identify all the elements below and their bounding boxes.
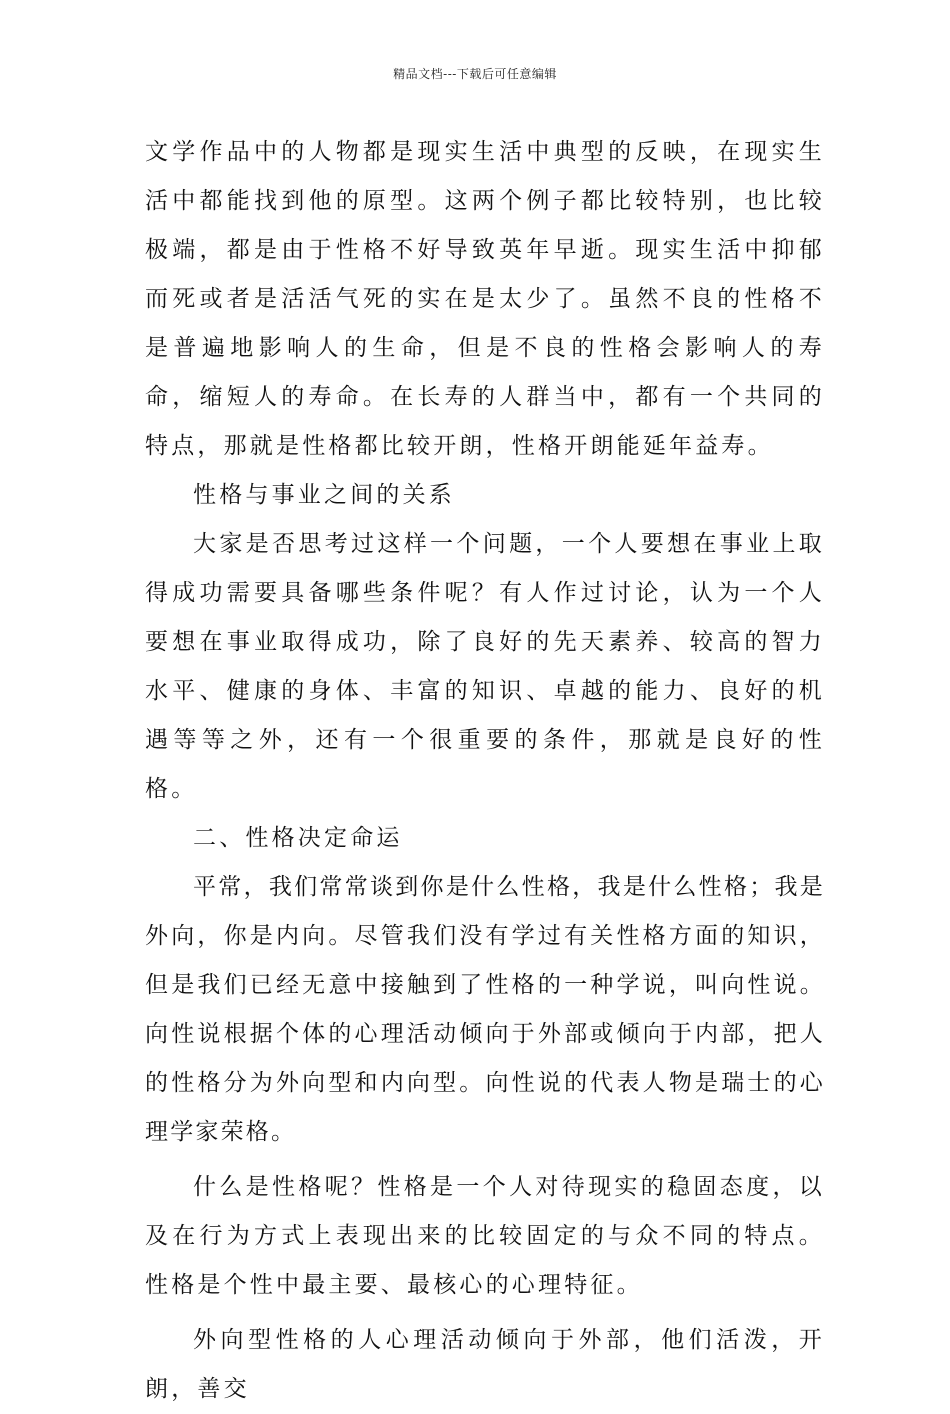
paragraph-longevity: 文学作品中的人物都是现实生活中典型的反映，在现实生活中都能找到他的原型。这两个例子都比较特别，也比较极端，都是由于性格不好导致英年早逝。现实生活中抑郁而死或者是活活气死的实在是太少了。虽然不良的性格不是普遍地影响人的生命，但是不良的性格会影响人的寿命，缩短人的寿命。在长寿的人群当中，都有一个共同的特点，那就是性格都比较开朗，性格开朗能延年益寿。 xyxy=(145,139,825,459)
section-heading-career: 性格与事业之间的关系 xyxy=(193,482,455,508)
paragraph-career-success: 大家是否思考过这样一个问题，一个人要想在事业上取得成功需要具备哪些条件呢？有人作过讨论，认为一个人要想在事业取得成功，除了良好的先天素养、较高的智力水平、健康的身体、丰富的知识、卓越的能力、良好的机遇等等之外，还有一个很重要的条件，那就是良好的性格。 xyxy=(145,531,825,802)
paragraph-extrovert: 外向型性格的人心理活动倾向于外部，他们活泼，开朗，善交 xyxy=(145,1327,825,1402)
section-heading-destiny: 二、性格决定命运 xyxy=(193,825,403,851)
document-body xyxy=(145,128,825,1414)
paragraph-introversion-extroversion: 平常，我们常常谈到你是什么性格，我是什么性格；我是外向，你是内向。尽管我们没有学过有关性格方面的知识，但是我们已经无意中接触到了性格的一种学说，叫向性说。向性说根据个体的心理活动倾向于外部或倾向于内部，把人的性格分为外向型和内向型。向性说的代表人物是瑞士的心理学家荣格。 xyxy=(145,874,825,1145)
paragraph-definition: 什么是性格呢？性格是一个人对待现实的稳固态度，以及在行为方式上表现出来的比较固定的与众不同的特点。性格是个性中最主要、最核心的心理特征。 xyxy=(145,1174,825,1298)
page-header: 精品文档---下载后可任意编辑 xyxy=(393,67,557,81)
